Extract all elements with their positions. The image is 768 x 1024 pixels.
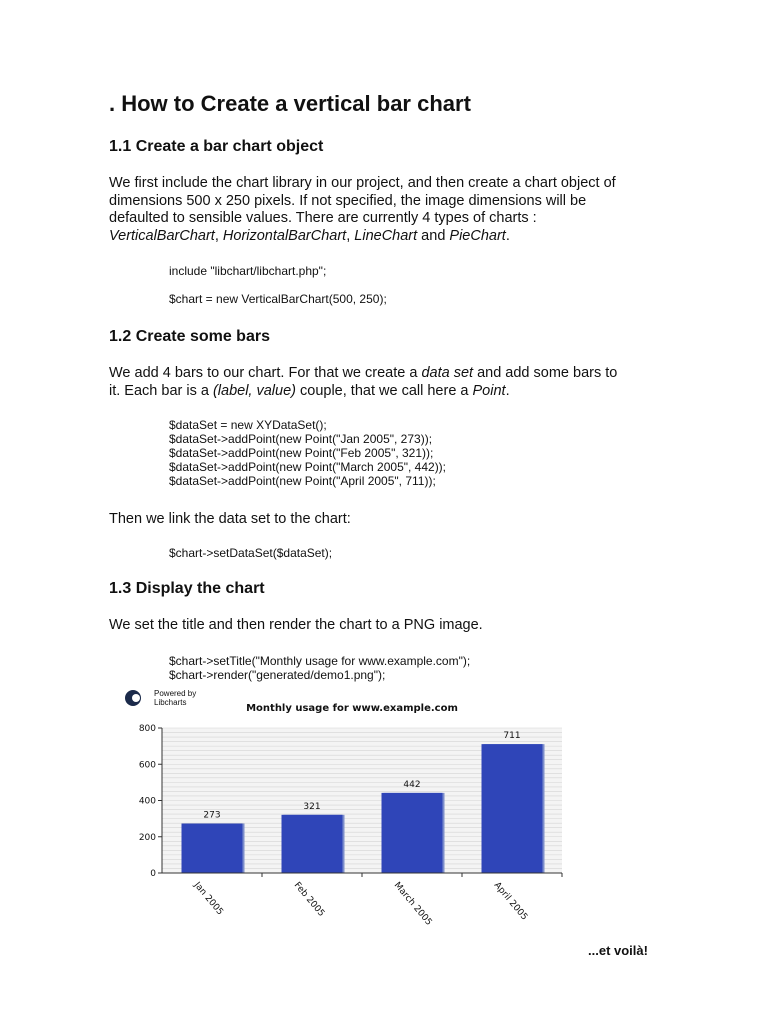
bar — [182, 824, 243, 873]
code-line: $chart->render("generated/demo1.png"); — [169, 668, 386, 682]
x-category-label: April 2005 — [491, 880, 530, 923]
logo-libcharts: Libcharts — [154, 698, 187, 707]
code-line: $dataSet->addPoint(new Point("April 2005", 711)); — [169, 474, 436, 488]
bar — [482, 744, 543, 873]
separator: . — [505, 227, 510, 244]
y-tick-label: 800 — [138, 724, 156, 734]
paragraph-text: it. Each bar is a — [109, 382, 213, 399]
bar — [382, 793, 443, 873]
x-category-label: Jan 2005 — [191, 880, 225, 918]
code-line: $chart->setTitle("Monthly usage for www.example.com"); — [169, 654, 471, 668]
section-title-1-2: 1.2 Create some bars — [109, 328, 270, 345]
chart-type-name: VerticalBarChart — [109, 227, 215, 244]
paragraph-line: We first include the chart library in our project, and then create a chart object of — [109, 175, 616, 191]
paragraph-line: defaulted to sensible values. There are currently 4 types of charts : — [109, 210, 537, 226]
emphasis-text: data set — [421, 365, 474, 381]
section-1-1-paragraph — [109, 175, 669, 245]
separator: , — [346, 227, 355, 244]
bar-value-label: 711 — [503, 731, 521, 742]
emphasis-text: Point — [472, 382, 506, 399]
x-category-label: March 2005 — [391, 880, 434, 928]
emphasis-text: (label, value) — [212, 382, 296, 399]
chart-type-name: LineChart — [354, 227, 418, 244]
section-1-2-paragraph — [109, 365, 669, 400]
paragraph-text: and add some bars to — [473, 365, 618, 381]
bar-value-label: 321 — [303, 801, 321, 812]
y-tick-label: 0 — [150, 869, 156, 879]
code-block-1-3 — [169, 654, 470, 682]
paragraph-text: . — [505, 382, 510, 399]
code-line: include "libchart/libchart.php"; — [169, 264, 327, 278]
libcharts-logo — [125, 689, 196, 707]
y-tick-label: 600 — [138, 760, 156, 771]
paragraph-line: dimensions 500 x 250 pixels. If not specified, the image dimensions will be — [109, 192, 587, 209]
code-line: $dataSet->addPoint(new Point("March 2005", 442)); — [169, 460, 447, 474]
closing-text: ...et voilà! — [588, 943, 648, 958]
section-1-3-paragraph: We set the title and then render the chart to a PNG image. — [109, 617, 483, 633]
section-title-1-3: 1.3 Display the chart — [109, 580, 265, 597]
x-category-label: Feb 2005 — [291, 880, 327, 919]
bar — [282, 815, 343, 873]
code-line: $dataSet->addPoint(new Point("Jan 2005", 273)); — [169, 432, 433, 446]
code-block-1-1 — [169, 264, 387, 306]
paragraph-text: We add 4 bars to our chart. For that we create a — [109, 365, 422, 381]
code-line: $dataSet->addPoint(new Point("Feb 2005", 321)); — [169, 446, 434, 460]
code-line: $dataSet = new XYDataSet(); — [169, 418, 327, 432]
code-line: $chart = new VerticalBarChart(500, 250); — [169, 292, 387, 306]
section-title-1-1: 1.1 Create a bar chart object — [109, 138, 324, 155]
y-tick-label: 400 — [138, 796, 156, 807]
document-heading: . How to Create a vertical bar chart — [109, 91, 471, 116]
chart-type-name: HorizontalBarChart — [222, 227, 347, 244]
chart-title: Monthly usage for www.example.com — [246, 703, 458, 714]
separator: and — [417, 227, 450, 244]
separator: , — [214, 227, 223, 244]
logo-powered-by: Powered by — [154, 689, 197, 698]
bar-chart — [120, 684, 570, 934]
bar-value-label: 273 — [203, 810, 221, 821]
paragraph-text: couple, that we call here a — [295, 382, 473, 399]
code-block-1-2 — [169, 418, 446, 488]
code-line-set-dataset: $chart->setDataSet($dataSet); — [169, 546, 333, 560]
y-tick-label: 200 — [138, 832, 156, 843]
chart-type-name: PieChart — [449, 227, 506, 244]
bar-value-label: 442 — [403, 779, 421, 790]
link-dataset-text: Then we link the data set to the chart: — [109, 511, 351, 527]
